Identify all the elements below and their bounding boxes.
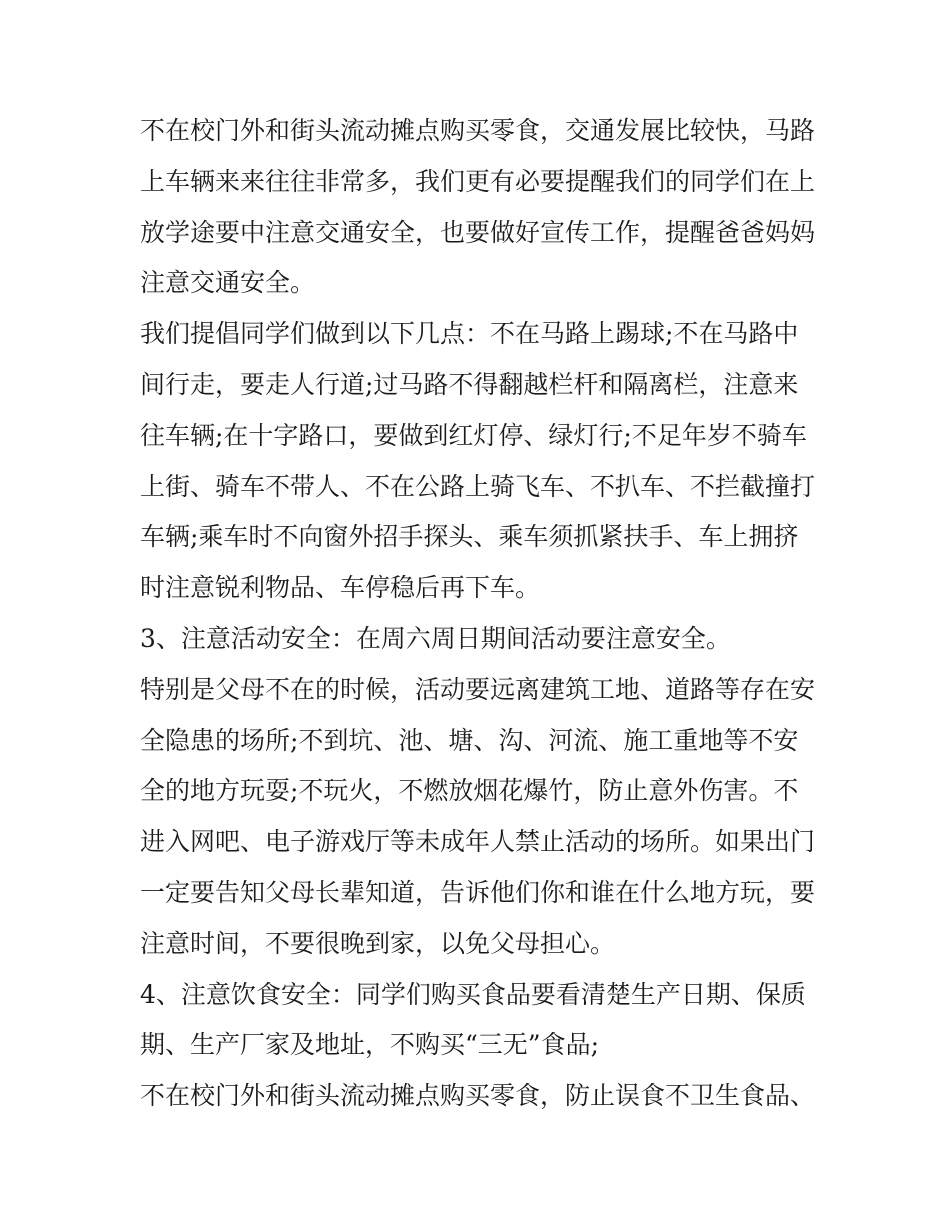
- text-line: 放学途要中注意交通安全，也要做好宣传工作，提醒爸爸妈妈: [140, 217, 816, 247]
- text-line: 上街、骑车不带人、不在公路上骑飞车、不扒车、不拦截撞打: [140, 471, 816, 501]
- document-body: [140, 106, 820, 1122]
- text-line: 往车辆;在十字路口，要做到红灯停、绿灯行;不足年岁不骑车: [140, 420, 807, 450]
- text-line: 全的地方玩耍;不玩火，不燃放烟花爆竹，防止意外伤害。不: [140, 776, 799, 806]
- section-heading-4: 4、注意饮食安全：同学们购买食品要看清楚生产日期、保质: [140, 979, 806, 1009]
- text-line: 间行走，要走人行道;过马路不得翻越栏杆和隔离栏，注意来: [140, 369, 799, 399]
- text-line: 车辆;乘车时不向窗外招手探头、乘车须抓紧扶手、车上拥挤: [140, 522, 799, 552]
- text-line: 期、生产厂家及地址，不购买“三无”食品;: [140, 1030, 599, 1060]
- text-line: 进入网吧、电子游戏厅等未成年人禁止活动的场所。如果出门: [140, 827, 816, 857]
- text-line: 上车辆来来往往非常多，我们更有必要提醒我们的同学们在上: [140, 166, 816, 196]
- text-line: 注意交通安全。: [140, 268, 316, 298]
- text-line: 全隐患的场所;不到坑、池、塘、沟、河流、施工重地等不安: [140, 725, 799, 755]
- text-line: 一定要告知父母长辈知道，告诉他们你和谁在什么地方玩，要: [140, 877, 816, 907]
- text-line: 注意时间，不要很晚到家，以免父母担心。: [140, 928, 616, 958]
- text-line: 时注意锐利物品、车停稳后再下车。: [140, 573, 541, 603]
- text-line: 我们提倡同学们做到以下几点：不在马路上踢球;不在马路中: [140, 319, 799, 349]
- text-line: 不在校门外和街头流动摊点购买零食，防止误食不卫生食品、: [140, 1081, 816, 1111]
- text-line: 不在校门外和街头流动摊点购买零食，交通发展比较快，马路: [140, 116, 816, 145]
- text-line: 特别是父母不在的时候，活动要远离建筑工地、道路等存在安: [140, 674, 816, 704]
- section-heading-3: 3、注意活动安全：在周六周日期间活动要注意安全。: [140, 623, 731, 653]
